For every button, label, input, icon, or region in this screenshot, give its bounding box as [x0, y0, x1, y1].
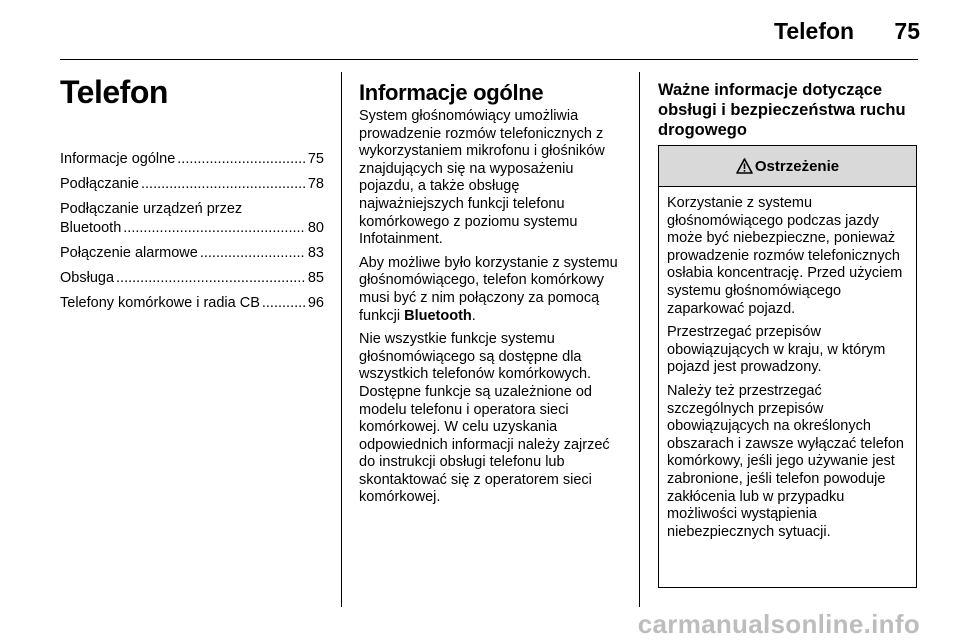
toc-leader-dots	[177, 150, 306, 169]
paragraph	[359, 255, 627, 325]
warning-triangle-icon	[736, 158, 753, 174]
toc-entry-title-line1[interactable]: Podłączanie urządzeń przez	[60, 201, 243, 217]
running-header-section: Telefon	[774, 18, 855, 44]
toc-entry[interactable]	[60, 269, 324, 288]
table-of-contents	[60, 150, 324, 319]
bluetooth-term: Bluetooth	[404, 307, 472, 324]
paragraph: Przestrzegać przepisów obowiązujących w kraju, w którym pojazd jest prowadzony.	[667, 324, 886, 376]
warning-title: Ostrzeżenie	[754, 157, 840, 175]
paragraph: Nie wszystkie funkcje systemu głośnomówiącego są dostępne dla wszystkich telefonów komórkowych. Dostępne funkcje są uzależnione od modelu telefonu i operatora sieci komórkowej. W celu uzyskania odpowiednich informacji należy zajrzeć do instrukcji obsługi telefonu lub skontaktować się z operatorem sieci komórkowej.	[359, 331, 610, 506]
warning-body	[659, 187, 916, 541]
toc-entry-title[interactable]: Podłączanie	[60, 176, 139, 192]
toc-entry-page[interactable]: 85	[307, 270, 324, 286]
section-body	[359, 108, 627, 513]
toc-leader-dots	[200, 244, 306, 263]
toc-entry-title[interactable]: Obsługa	[60, 270, 115, 286]
toc-leader-dots	[123, 219, 306, 238]
toc-entry[interactable]	[60, 200, 324, 238]
paragraph-text: .	[471, 307, 476, 324]
toc-entry[interactable]	[60, 150, 324, 169]
toc-entry-title[interactable]: Bluetooth	[60, 220, 122, 236]
toc-leader-dots	[262, 294, 306, 313]
column-divider-right	[639, 72, 640, 607]
toc-entry-page[interactable]: 80	[307, 220, 324, 236]
toc-entry[interactable]	[60, 294, 324, 313]
column-divider-left	[341, 72, 342, 607]
toc-entry-title[interactable]: Połączenie alarmowe	[60, 245, 198, 261]
paragraph: System głośnomówiący umożliwia prowadzenie rozmów telefonicznych z wykorzystaniem mikrofonu i głośników znajdujących się na wyposażeniu pojazdu, a także obsługę najważniejszych funkcji telefonu komórkowego z poziomu systemu Infotainment.	[359, 108, 605, 248]
section-title: Informacje ogólne	[359, 80, 544, 105]
paragraph: Należy też przestrzegać szczególnych przepisów obowiązujących na określonych obszarach i zawsze wyłączać telefon komórkowy, jeśli jego używanie jest zabronione, jeśli telefon powoduje zakłócenia lub w przypadku możliwości wystąpienia niebezpiecznych sytuacji.	[667, 382, 904, 540]
toc-entry-page[interactable]: 83	[307, 245, 324, 261]
warning-header	[659, 146, 916, 187]
header-rule	[60, 59, 918, 60]
toc-entry-page[interactable]: 96	[307, 295, 324, 311]
toc-leader-dots	[141, 175, 306, 194]
watermark: carmanualsonline.info	[637, 609, 920, 639]
toc-entry-title[interactable]: Telefony komórkowe i radia CB	[60, 295, 260, 311]
paragraph: Korzystanie z systemu głośnomówiącego podczas jazdy może być niebezpieczne, ponieważ prowadzenie rozmów telefonicznych osłabia koncentrację. Przed użyciem systemu głośnomówiącego zaparkować pojazd.	[667, 195, 903, 317]
page-number: 75	[894, 18, 920, 44]
toc-entry[interactable]	[60, 244, 324, 263]
toc-entry-page[interactable]: 75	[307, 151, 324, 167]
toc-leader-dots	[116, 269, 306, 288]
chapter-title: Telefon	[60, 74, 168, 110]
toc-entry-title[interactable]: Informacje ogólne	[60, 151, 176, 167]
toc-entry[interactable]	[60, 175, 324, 194]
safety-heading: Ważne informacje dotyczące obsługi i bezpieczeństwa ruchu drogowego	[658, 81, 906, 139]
toc-entry-page[interactable]: 78	[307, 176, 324, 192]
paragraph-text: Aby możliwe było korzystanie z systemu głośnomówiącego, telefon komórkowy musi być z nim połączony za pomocą funkcji	[359, 254, 618, 324]
warning-box	[658, 145, 917, 588]
